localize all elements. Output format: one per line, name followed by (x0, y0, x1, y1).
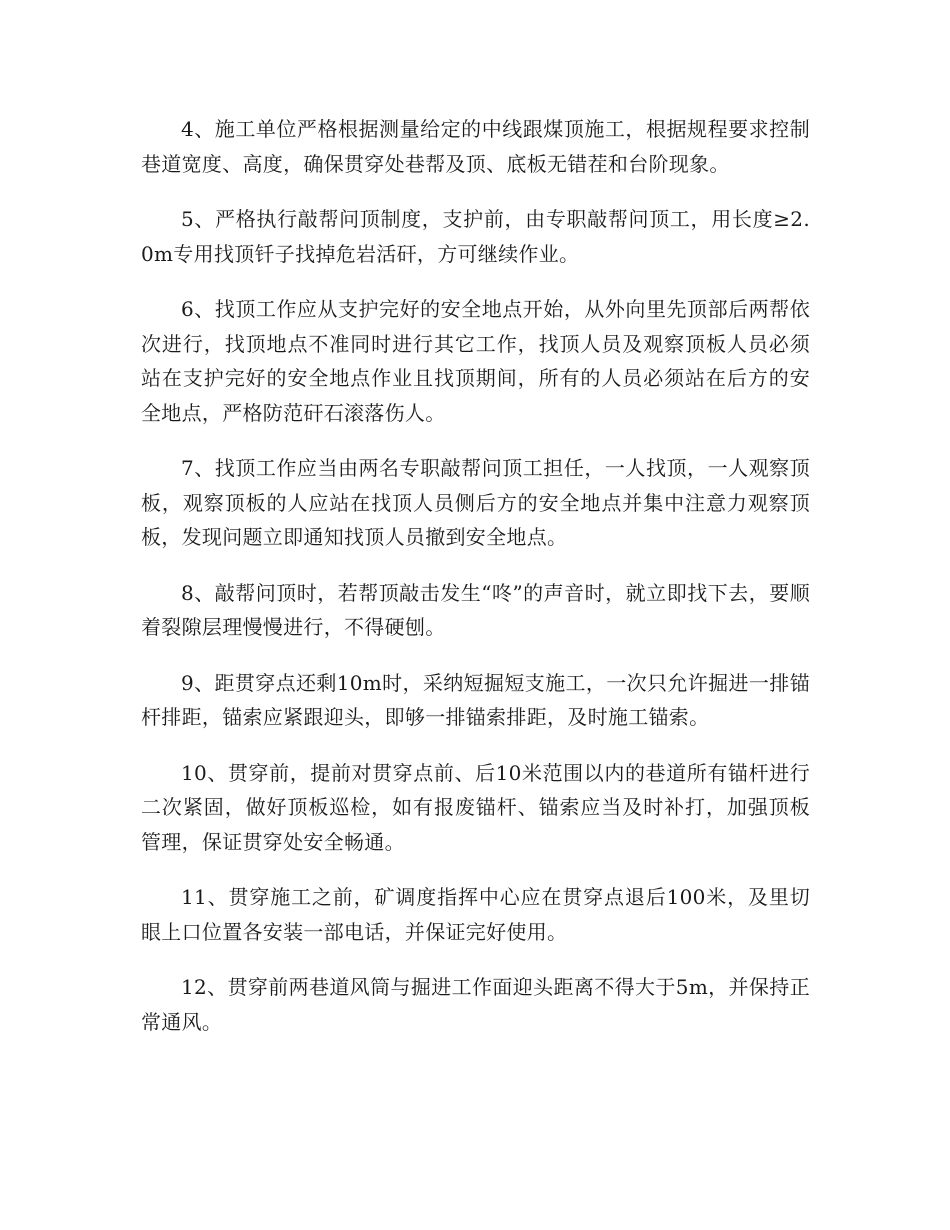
paragraph-item-6: 6、找顶工作应从支护完好的安全地点开始，从外向里先顶部后两帮依次进行，找顶地点不准同时进行其它工作，找顶人员及观察顶板人员必须站在支护完好的安全地点作业且找顶期间，所有的人员必须站在后方的安全地点，严格防范矸石滚落伤人。 (141, 297, 810, 425)
paragraph-item-5: 5、严格执行敲帮问顶制度，支护前，由专职敲帮问顶工，用长度≥2.0m专用找顶钎子找掉危岩活矸，方可继续作业。 (141, 207, 810, 266)
paragraph-item-12: 12、贯穿前两巷道风筒与掘进工作面迎头距离不得大于5m，并保持正常通风。 (141, 975, 810, 1034)
paragraph-item-11: 11、贯穿施工之前，矿调度指挥中心应在贯穿点退后100米，及里切眼上口位置各安装一部电话，并保证完好使用。 (141, 885, 810, 944)
paragraph-item-10: 10、贯穿前，提前对贯穿点前、后10米范围以内的巷道所有锚杆进行二次紧固，做好顶板巡检，如有报废锚杆、锚索应当及时补打，加强顶板管理，保证贯穿处安全畅通。 (141, 760, 810, 854)
paragraph-item-4: 4、施工单位严格根据测量给定的中线跟煤顶施工，根据规程要求控制巷道宽度、高度，确保贯穿处巷帮及顶、底板无错茬和台阶现象。 (141, 117, 810, 176)
paragraph-item-9: 9、距贯穿点还剩10m时，采纳短掘短支施工，一次只允许掘进一排锚杆排距，锚索应紧跟迎头，即够一排锚索排距，及时施工锚索。 (141, 670, 810, 729)
paragraph-item-8: 8、敲帮问顶时，若帮顶敲击发生“咚”的声音时，就立即找下去，要顺着裂隙层理慢慢进行，不得硬刨。 (141, 580, 810, 639)
paragraph-item-7: 7、找顶工作应当由两名专职敲帮问顶工担任，一人找顶，一人观察顶板，观察顶板的人应站在找顶人员侧后方的安全地点并集中注意力观察顶板，发现问题立即通知找顶人员撤到安全地点。 (141, 456, 810, 549)
